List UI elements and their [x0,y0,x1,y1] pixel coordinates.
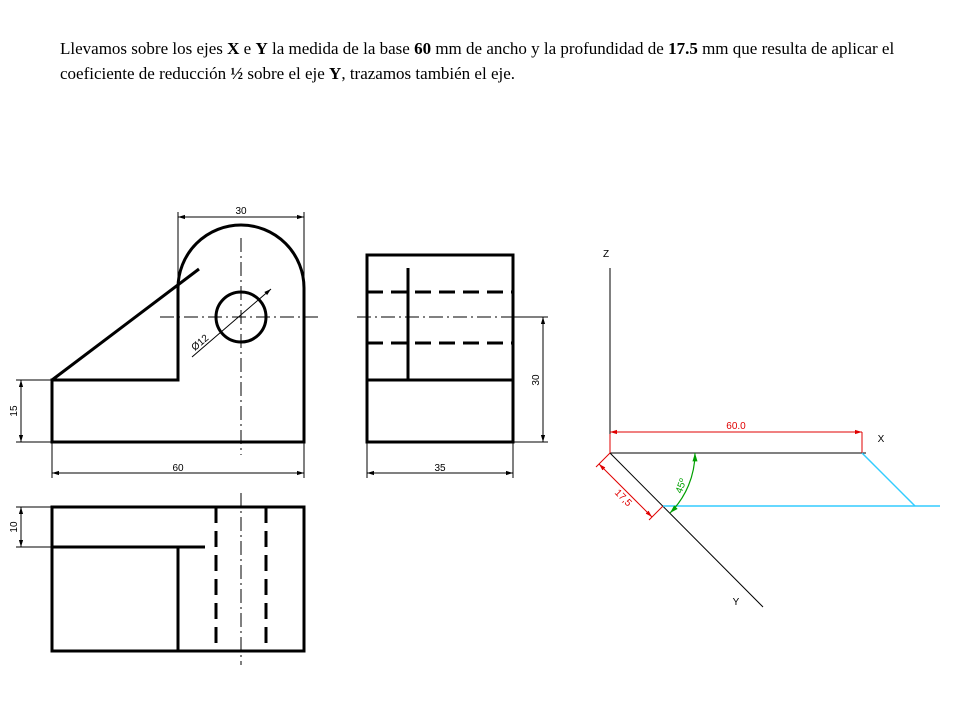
front-dim-bottom: 60 [172,463,184,474]
side-dim-bottom: 35 [434,463,446,474]
top-dim-left: 10 [9,521,20,533]
red-dim-ext [649,506,663,520]
z-axis-label: Z [602,249,610,260]
front-hole-dim: Ø12 [189,332,212,354]
axes-width-dim: 60.0 [726,421,746,432]
cyan-projection-line [862,453,915,506]
axes-depth-dim: 17,5 [611,487,634,510]
side-outline [367,255,513,442]
front-view [9,206,322,478]
front-dim-top: 30 [235,206,247,217]
x-axis-label: X [877,434,885,445]
side-dim-right: 30 [531,374,542,386]
front-dim-left: 15 [9,405,20,417]
axes-construction [596,249,940,608]
axes-angle: 45º [673,477,690,495]
red-dim-line [599,464,652,517]
side-view [357,255,548,478]
caption-text: Llevamos sobre los ejes X e Y la medida de la base 60 mm de ancho y la profundidad de 17.5 mm que resulta de aplicar el coeficiente de reducción ½ sobre el eje Y, trazamos también el eje. [60,39,895,83]
top-view [9,493,304,665]
y-axis [610,453,763,607]
y-axis-label: Y [732,597,740,608]
red-dim-ext [596,453,610,467]
